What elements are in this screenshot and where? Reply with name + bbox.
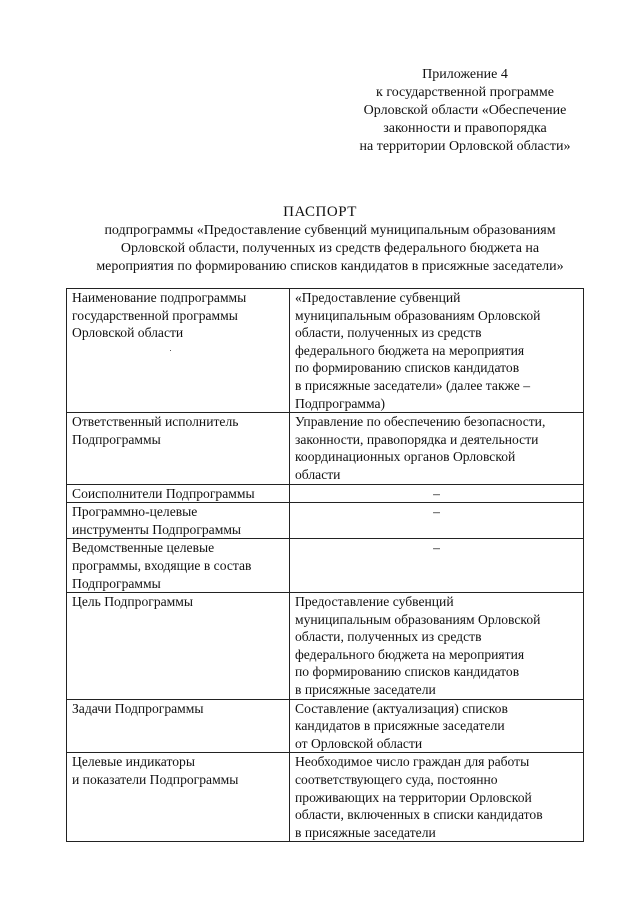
row-label-line: Ответственный исполнитель [72, 414, 239, 430]
appendix-line: Орловской области «Обеспечение [363, 103, 567, 118]
row-value-line: области, полученных из средств [295, 629, 482, 645]
row-value-line: от Орловской области [295, 735, 423, 751]
row-label-line: Наименование подпрограммы [72, 290, 247, 305]
row-label-cell [67, 413, 290, 484]
row-value-line: проживающих на территории Орловской [295, 789, 532, 805]
row-label-line: Ведомственные целевые [72, 540, 215, 556]
row-value-line: области, включенных в списки кандидатов [295, 807, 543, 823]
row-value-cell [290, 413, 584, 484]
row-label-line: Подпрограммы [72, 575, 161, 591]
row-label-line: государственной программы [72, 307, 238, 323]
row-label-line: Соисполнители Подпрограммы [72, 485, 255, 501]
row-value-line: в присяжные заседатели» (далее также – [295, 377, 530, 393]
row-label-line: Целевые индикаторы [72, 754, 195, 770]
row-value-line: «Предоставление субвенций [295, 290, 461, 305]
table-row [67, 753, 584, 842]
appendix-line: законности и правопорядка [383, 121, 547, 136]
subtitle-line: подпрограммы «Предоставление субвенций муниципальным образованиям [104, 223, 556, 238]
row-label-cell [67, 699, 290, 753]
row-label-cell [67, 753, 290, 842]
passport-table [66, 288, 584, 842]
row-value-line: – [433, 485, 440, 501]
row-value-line: Необходимое число граждан для работы [295, 754, 530, 770]
row-value-line: координационных органов Орловской [295, 449, 516, 465]
appendix-block [330, 66, 600, 156]
table-row [67, 503, 584, 539]
table-row [67, 484, 584, 503]
row-value-line: – [433, 540, 440, 556]
row-value-cell [290, 484, 584, 503]
row-label-line: Программно-целевые [72, 504, 198, 520]
table-row [67, 593, 584, 700]
document-title: ПАСПОРТ [283, 204, 357, 220]
appendix-line: на территории Орловской области» [359, 139, 571, 154]
subtitle-line: Орловской области, полученных из средств федерального бюджета на [120, 241, 540, 256]
row-value-line: по формированию списков кандидатов [295, 664, 520, 680]
row-label-cell [67, 539, 290, 593]
row-value-cell [290, 753, 584, 842]
row-label-line: Подпрограммы [72, 431, 161, 447]
table-row [67, 539, 584, 593]
row-label-cell [67, 503, 290, 539]
row-value-line: муниципальным образованиям Орловской [295, 307, 541, 323]
row-value-line: федерального бюджета на мероприятия [295, 342, 525, 358]
row-label-cell [67, 289, 290, 413]
table-row [67, 413, 584, 484]
row-value-line: области [295, 466, 341, 482]
row-value-cell [290, 699, 584, 753]
table-row [67, 699, 584, 753]
row-value-line: Управление по обеспечению безопасности, [295, 414, 546, 430]
row-label-cell [67, 593, 290, 700]
row-value-line: соответствующего суда, постоянно [295, 772, 498, 788]
table-row [67, 289, 584, 413]
row-value-cell [290, 503, 584, 539]
passport-table-body [67, 289, 584, 842]
row-label-line: Цель Подпрограммы [72, 594, 193, 610]
appendix-line: Приложение 4 [422, 67, 508, 82]
row-value-line: области, полученных из средств [295, 325, 482, 341]
row-value-cell [290, 593, 584, 700]
row-value-cell [290, 289, 584, 413]
row-value-line: – [433, 504, 440, 520]
row-value-line: муниципальным образованиям Орловской [295, 611, 541, 627]
row-value-cell [290, 539, 584, 593]
row-label-line: Орловской области [72, 325, 184, 341]
row-value-line: кандидатов в присяжные заседатели [295, 718, 505, 734]
appendix-line: к государственной программе [376, 85, 554, 100]
row-label-line: и показатели Подпрограммы [72, 772, 239, 788]
row-value-line: законности, правопорядка и деятельности [295, 431, 539, 447]
row-value-line: в присяжные заседатели [295, 682, 436, 698]
row-value-line: по формированию списков кандидатов [295, 360, 520, 376]
subtitle-line: мероприятия по формированию списков кандидатов в присяжные заседатели» [96, 259, 564, 274]
row-value-line: Составление (актуализация) списков [295, 700, 508, 716]
row-value-line: Подпрограмма) [295, 395, 386, 411]
document-subtitle [40, 222, 620, 276]
row-value-line: в присяжные заседатели [295, 824, 436, 840]
row-value-line: Предоставление субвенций [295, 594, 454, 610]
row-label-line: инструменты Подпрограммы [72, 521, 242, 537]
row-label-line: программы, входящие в состав [72, 557, 252, 573]
row-label-line: Задачи Подпрограммы [72, 700, 204, 716]
row-label-cell [67, 484, 290, 503]
row-value-line: федерального бюджета на мероприятия [295, 646, 525, 662]
